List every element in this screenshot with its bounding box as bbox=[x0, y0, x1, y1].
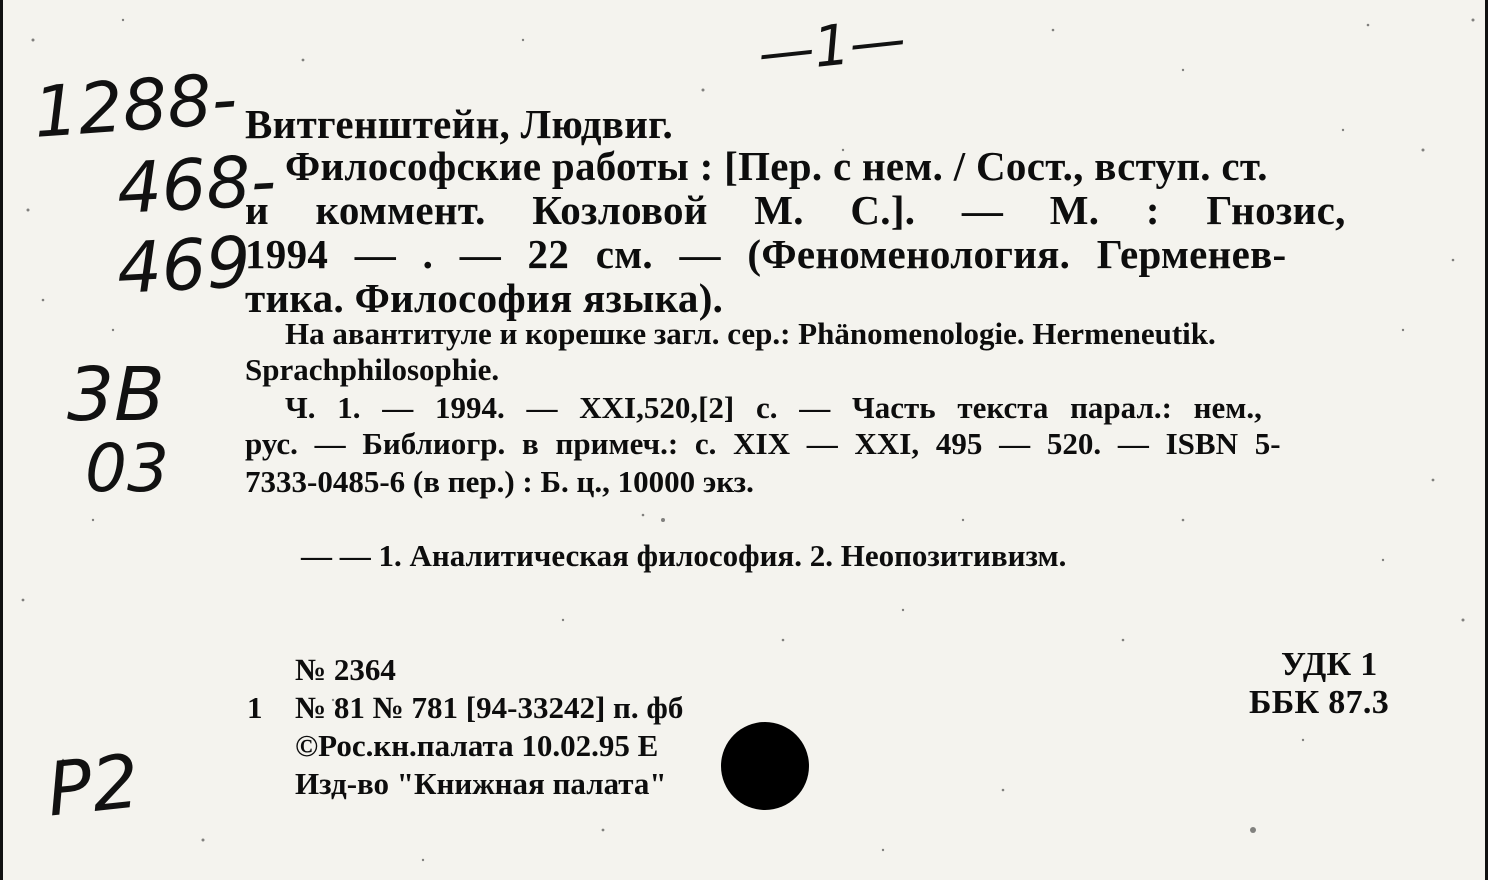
record-number: № 2364 bbox=[295, 652, 396, 687]
part-line-3: 7333-0485-6 (в пер.) : Б. ц., 10000 экз. bbox=[245, 464, 754, 499]
note-line-1: На авантитуле и корешке загл. сер.: Phänomenologie. Hermeneutik. bbox=[285, 316, 1216, 351]
handwritten-code-6: Р2 bbox=[43, 738, 144, 834]
punch-hole bbox=[721, 722, 809, 810]
note-line-2: Sprachphilosophie. bbox=[245, 352, 500, 387]
handwritten-code-1: 1288- bbox=[31, 57, 240, 154]
handwritten-top-mark: —1— bbox=[755, 6, 909, 87]
copy-count: 1 bbox=[247, 690, 263, 725]
subject-headings: — — 1. Аналитическая философия. 2. Неопозитивизм. bbox=[301, 538, 1067, 573]
handwritten-code-5: 03 bbox=[85, 430, 169, 507]
title-line-2: и коммент. Козловой М. С.]. — М. : Гнозис, bbox=[245, 187, 1346, 233]
publisher-line: Изд-во "Книжная палата" bbox=[295, 766, 667, 801]
bbk-code: ББК 87.3 bbox=[1249, 684, 1390, 721]
part-line-1: Ч. 1. — 1994. — XXI,520,[2] с. — Часть текста парал.: нем., bbox=[285, 390, 1262, 425]
handwritten-code-4: 3В bbox=[67, 352, 165, 438]
title-line-4: тика. Философия языка). bbox=[245, 275, 724, 321]
title-line-1: Философские работы : [Пер. с нем. / Сост., вступ. ст. bbox=[285, 143, 1268, 189]
part-line-2: рус. — Библиогр. в примеч.: с. XIX — XXI, 495 — 520. — ISBN 5- bbox=[245, 426, 1281, 461]
handwritten-code-3: 469 bbox=[115, 221, 253, 310]
title-line-3: 1994 — . — 22 см. — (Феноменология. Герменев- bbox=[245, 231, 1287, 277]
copyright-line: ©Рос.кн.палата 10.02.95 Е bbox=[295, 728, 659, 763]
udk-code: УДК 1 bbox=[1281, 646, 1378, 683]
handwritten-code-2: 468- bbox=[115, 139, 278, 230]
author-heading: Витгенштейн, Людвиг. bbox=[245, 101, 673, 147]
numbers-line: № 81 № 781 [94-33242] п. фб bbox=[295, 690, 684, 725]
